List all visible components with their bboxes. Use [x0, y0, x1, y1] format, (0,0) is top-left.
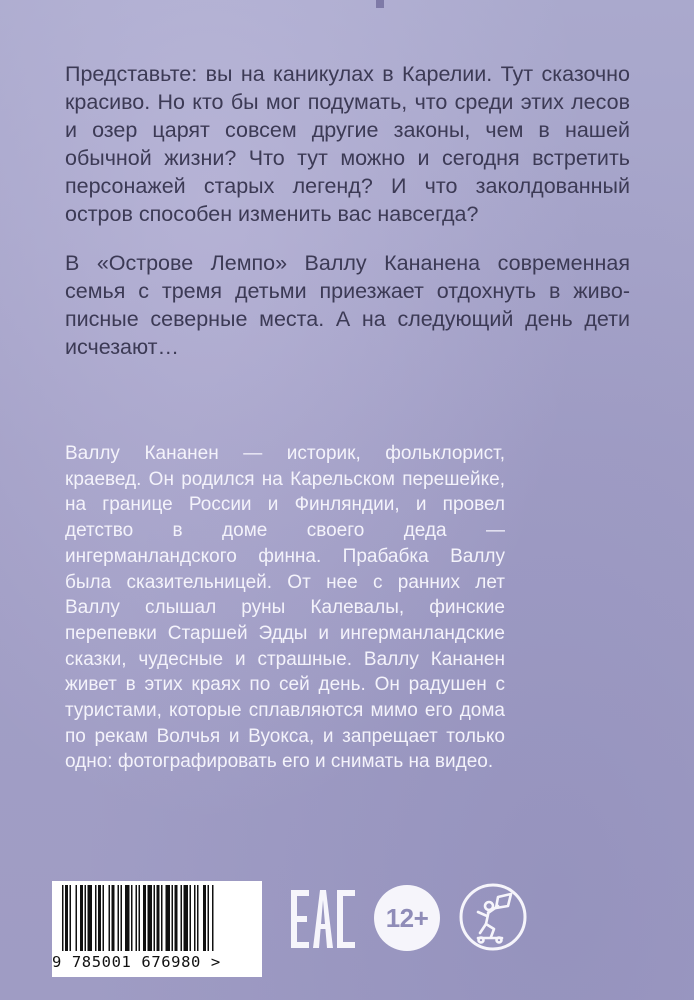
age-rating-badge: 12+ [374, 885, 440, 951]
barcode-bars [52, 885, 262, 955]
blurb-paragraph-2: В «Острове Лемпо» Валлу Кананена современная семья с тремя детьми приезжает отдохнуть в живописные северные места. А на следующий день дети исчезают… [65, 251, 630, 359]
eac-certification-icon [288, 884, 358, 954]
author-bio: Валлу Кананен — историк, фольклорист, краевед. Он родился на Карельском перешейке, на границе России и Финляндии, и провел детство в доме своего деда — ингерманландского финна. Прабабка Валлу была сказительницей. От нее с ранних лет Валлу слышал руны Калевалы, финские перепевки Старшей Эдды и ингерманландские сказки, чудесные и страшные. Валлу Кананен живет в этих краях по сей день. Он радушен с туристами, которые сплавляются мимо его дома по рекам Волчья и Вуокса, и запрещает только одно: фотографировать его и снимать на видео. [65, 443, 505, 773]
barcode-digits: 9 785001 676980 > [52, 953, 221, 971]
reading-figure-icon [458, 882, 528, 952]
isbn-barcode [52, 881, 262, 977]
blurb-paragraph-1: Представьте: вы на каникулах в Карелии. Тут сказочно красиво. Но кто бы мог подумать, что среди этих лесов и озер царят совсем другие законы, чем в нашей обычной жизни? Что тут можно и сегодня встретить персонажей старых легенд? И что заколдованный остров способен изменить вас навсегда? [65, 62, 630, 226]
top-mark [376, 0, 384, 8]
